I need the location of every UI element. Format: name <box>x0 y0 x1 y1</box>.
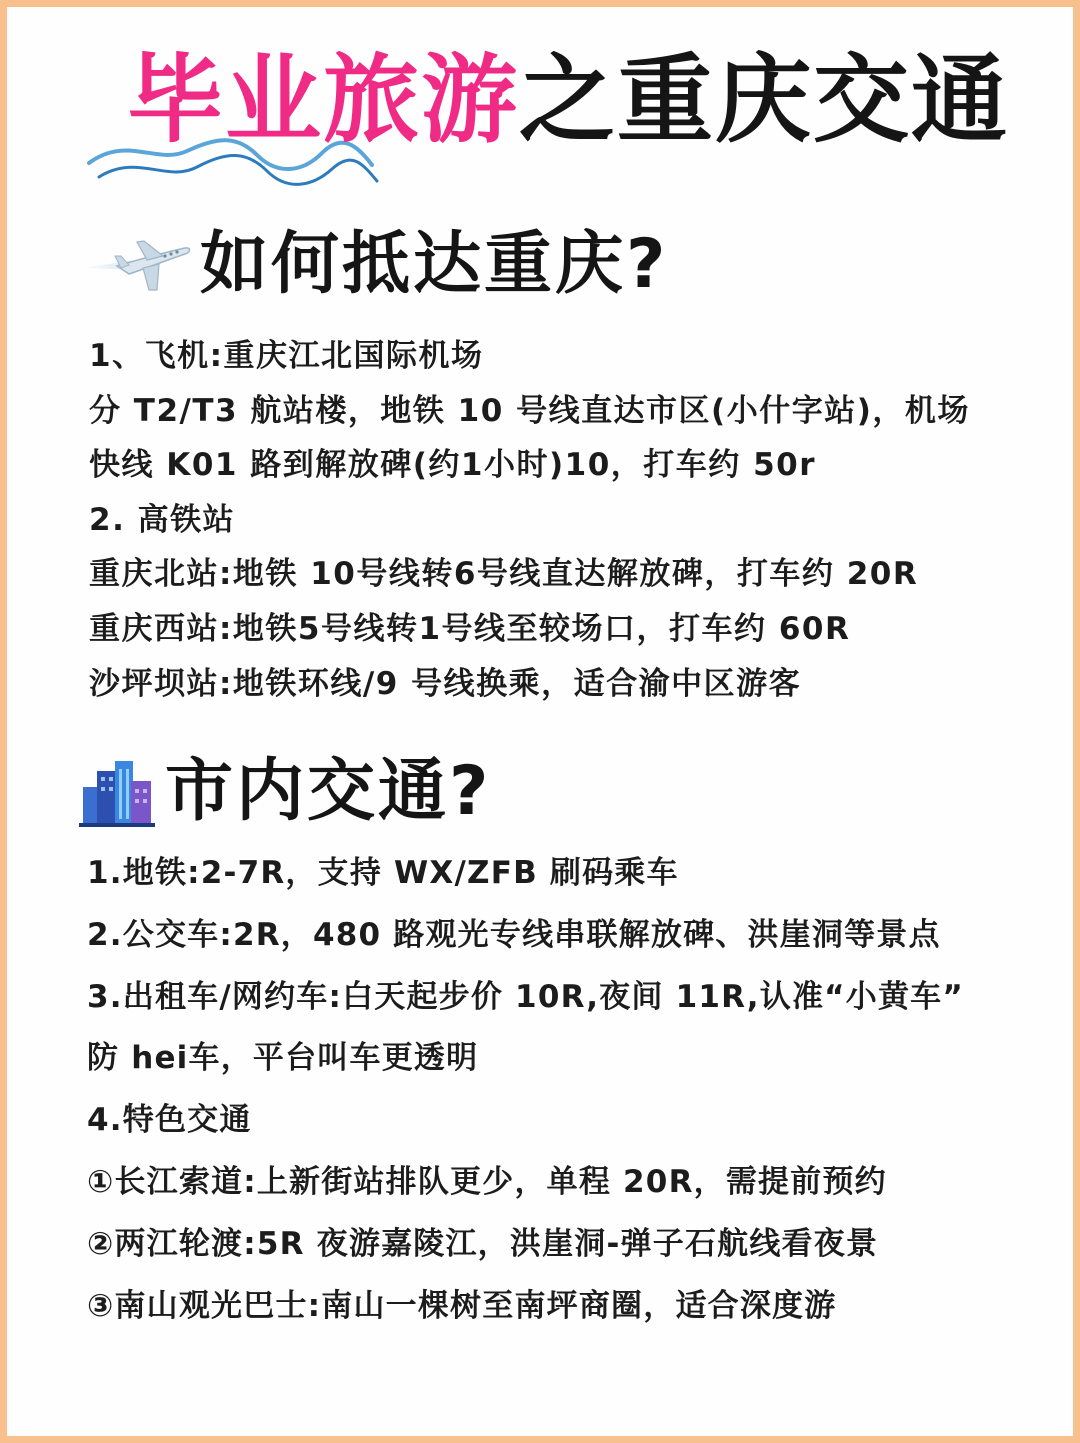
section-heading-text: 如何抵达重庆? <box>200 225 669 304</box>
title-black: 之重庆交通 <box>519 44 1009 156</box>
section-body-arrival <box>89 329 970 711</box>
text-line: 2.公交车:2R，480 路观光专线串联解放碑、洪崖洞等景点 <box>87 916 941 953</box>
text-line: ②两江轮渡:5R 夜游嘉陵江，洪崖洞-弹子石航线看夜景 <box>87 1225 879 1262</box>
section-heading-arrival <box>77 225 668 305</box>
page-title <box>87 37 1007 177</box>
city-buildings-icon <box>79 757 155 827</box>
text-line: 1.地铁:2-7R，支持 WX/ZFB 刷码乘车 <box>87 855 679 891</box>
text-line: 沙坪坝站:地铁环线/9 号线换乘，适合渝中区游客 <box>89 665 802 702</box>
text-line: ①长江索道:上新街站排队更少，单程 20R，需提前预约 <box>87 1163 887 1200</box>
text-line: 重庆北站:地铁 10号线转6号线直达解放碑，打车约 20R <box>89 556 919 593</box>
text-line: 3.出租车/网约车:白天起步价 10R,夜间 11R,认准“小黄车” <box>87 978 964 1015</box>
text-line: 防 hei车，平台叫车更透明 <box>87 1040 479 1077</box>
section-heading-text: 市内交通? <box>165 752 492 831</box>
text-line: 4.特色交通 <box>87 1102 252 1139</box>
text-line: ③南山观光巴士:南山一棵树至南坪商圈，适合深度游 <box>87 1287 837 1324</box>
section-heading-city-transport <box>77 752 491 832</box>
section-body-city-transport <box>87 843 964 1337</box>
text-line: 2. 高铁站 <box>89 501 236 538</box>
text-line: 快线 K01 路到解放碑(约1小时)10，打车约 50r <box>89 447 817 484</box>
airplane-icon <box>77 230 192 300</box>
title-pink: 毕业旅游 <box>127 44 519 156</box>
title-text <box>127 45 1009 155</box>
text-line: 重庆西站:地铁5号线转1号线至较场口，打车约 60R <box>89 610 851 647</box>
text-line: 分 T2/T3 航站楼，地铁 10 号线直达市区(小什字站)，机场 <box>89 392 970 429</box>
text-line: 1、飞机:重庆江北国际机场 <box>89 338 484 374</box>
